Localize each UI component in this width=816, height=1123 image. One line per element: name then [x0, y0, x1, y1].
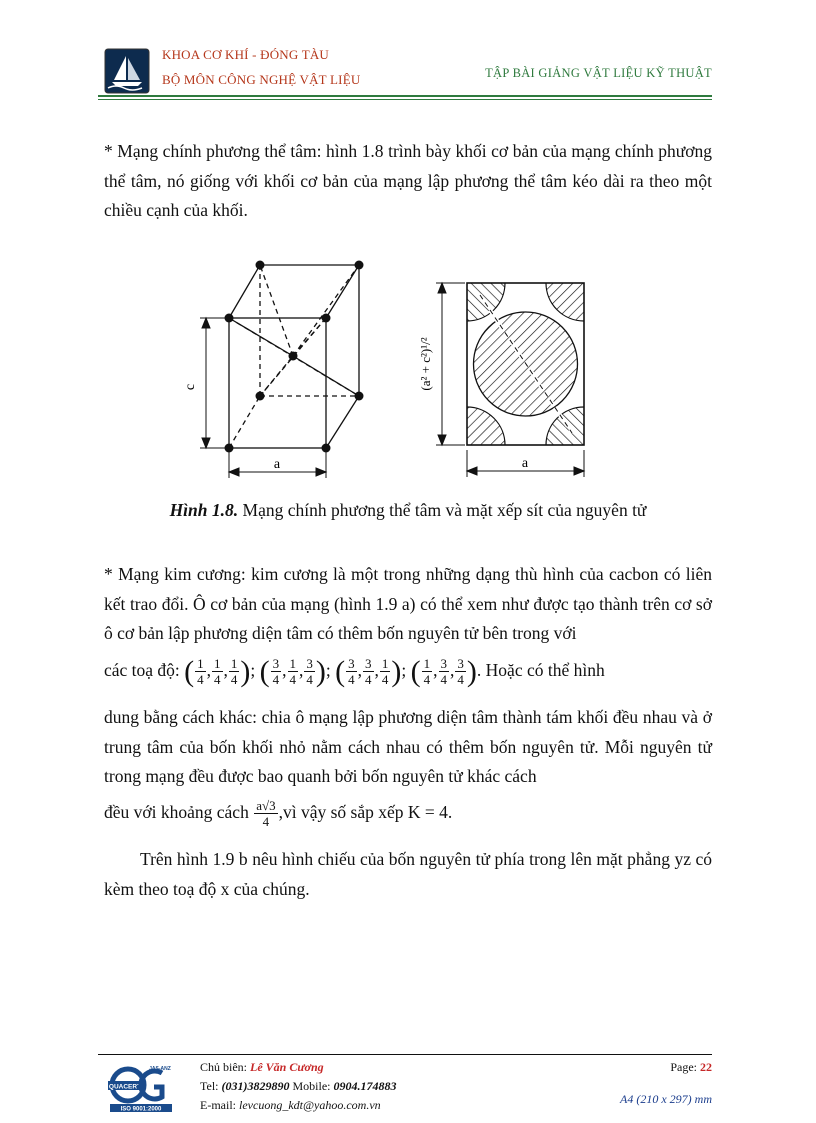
faculty-logo — [104, 48, 150, 94]
packed-plane-drawing — [429, 250, 620, 483]
svg-text:JAS-ANZ: JAS-ANZ — [149, 1066, 171, 1072]
paragraph-diamond-alt: dung bằng cách khác: chia ô mạng lập phương diện tâm thành tám khối đều nhau và ở trung tâm của bốn khối nhỏ nằm cách nhau có thêm bốn nguyên tử. Mỗi nguyên tử trong mạng đều được bao quanh bởi bốn nguyên tử khác cách — [104, 707, 712, 786]
paragraph-diamond: * Mạng kim cương: kim cương là một trong những dạng thù hình của cacbon có liên kết trao đổi. Ô cơ bản của mạng (hình 1.9 a) có thể xem như được tạo thành trên cơ sở ô cơ bản lập phương diện tâm có thêm bốn nguyên tử bên trong với — [104, 564, 712, 643]
coords-suffix: . Hoặc có thể hình — [476, 660, 605, 680]
paragraph-projection: Trên hình 1.9 b nêu hình chiếu của bốn nguyên tử phía trong lên mặt phẳng yz có kèm theo toạ độ x của chúng. — [104, 849, 712, 899]
caption-label: Hình 1.8. — [169, 500, 239, 520]
footer-editor: Chủ biên: Lê Văn Cương — [200, 1060, 324, 1074]
coordinates-line: các toạ độ: ( $\frac{1}{4}$ , $\frac{1}{4}$ , $\frac{1}{4}$ ); ( $\frac{3}{4}$ , $\frac{1}{4}$ , $\frac{3}{4}$ ); ( $\frac{3}{4}$ , $\frac{3}{4}$ , $\frac{1}{4}$ ); ( $\frac{1}{4}$ , $\frac{3}{4}$ , $\frac{3}{4}$ ). Hoặc có thể hình — [104, 654, 605, 688]
dimension-c — [200, 318, 226, 448]
svg-text:QUACERT: QUACERT — [108, 1083, 142, 1091]
label-c: c — [183, 383, 198, 391]
label-a-left: a — [273, 457, 281, 472]
footer-paper-size: A4 (210 x 297) mm — [620, 1092, 712, 1106]
distance-line: đều với khoảng cách $\frac{a√3}{4}$ ,vì vậy số sắp xếp K = 4. — [104, 798, 453, 830]
figure-1-8 — [180, 250, 620, 485]
coords-prefix: các toạ độ: — [104, 660, 180, 680]
fraction: $\frac{1}{4}$ — [197, 656, 204, 688]
footer-rule — [98, 1054, 712, 1055]
dimension-diag — [436, 283, 465, 445]
figure-caption — [104, 500, 712, 521]
footer-page: Page: 22 — [670, 1060, 712, 1074]
caption-text: Mạng chính phương thể tâm và mặt xếp sít của nguyên tử — [238, 500, 647, 520]
label-a-right: a — [521, 456, 529, 471]
header-department: BỘ MÔN CÔNG NGHỆ VẬT LIỆU — [162, 72, 361, 87]
footer-email: E-mail: levcuong_kdt@yahoo.com.vn — [200, 1098, 381, 1112]
footer-phone: Tel: (031)3829890 Mobile: 0904.174883 — [200, 1079, 397, 1093]
header-faculty: KHOA CƠ KHÍ - ĐÓNG TÀU — [162, 47, 330, 62]
distance-fraction: $\frac{a√3}{4}$ — [256, 798, 276, 830]
quacert-logo — [106, 1061, 174, 1113]
header-course-title: TẬP BÀI GIẢNG VẬT LIỆU KỸ THUẬT — [485, 66, 712, 80]
svg-text:ISO 9001:2000: ISO 9001:2000 — [120, 1106, 162, 1113]
label-diagonal: (a² + c²)¹/² — [418, 337, 433, 391]
header-rule — [98, 95, 712, 97]
header-rule-thin — [98, 99, 712, 100]
paragraph-tetragonal: * Mạng chính phương thể tâm: hình 1.8 trình bày khối cơ bản của mạng chính phương thể tâm, nó giống với khối cơ bản của mạng lập phương thể tâm kéo dài ra theo một chiều cạnh của khối. — [104, 141, 712, 220]
